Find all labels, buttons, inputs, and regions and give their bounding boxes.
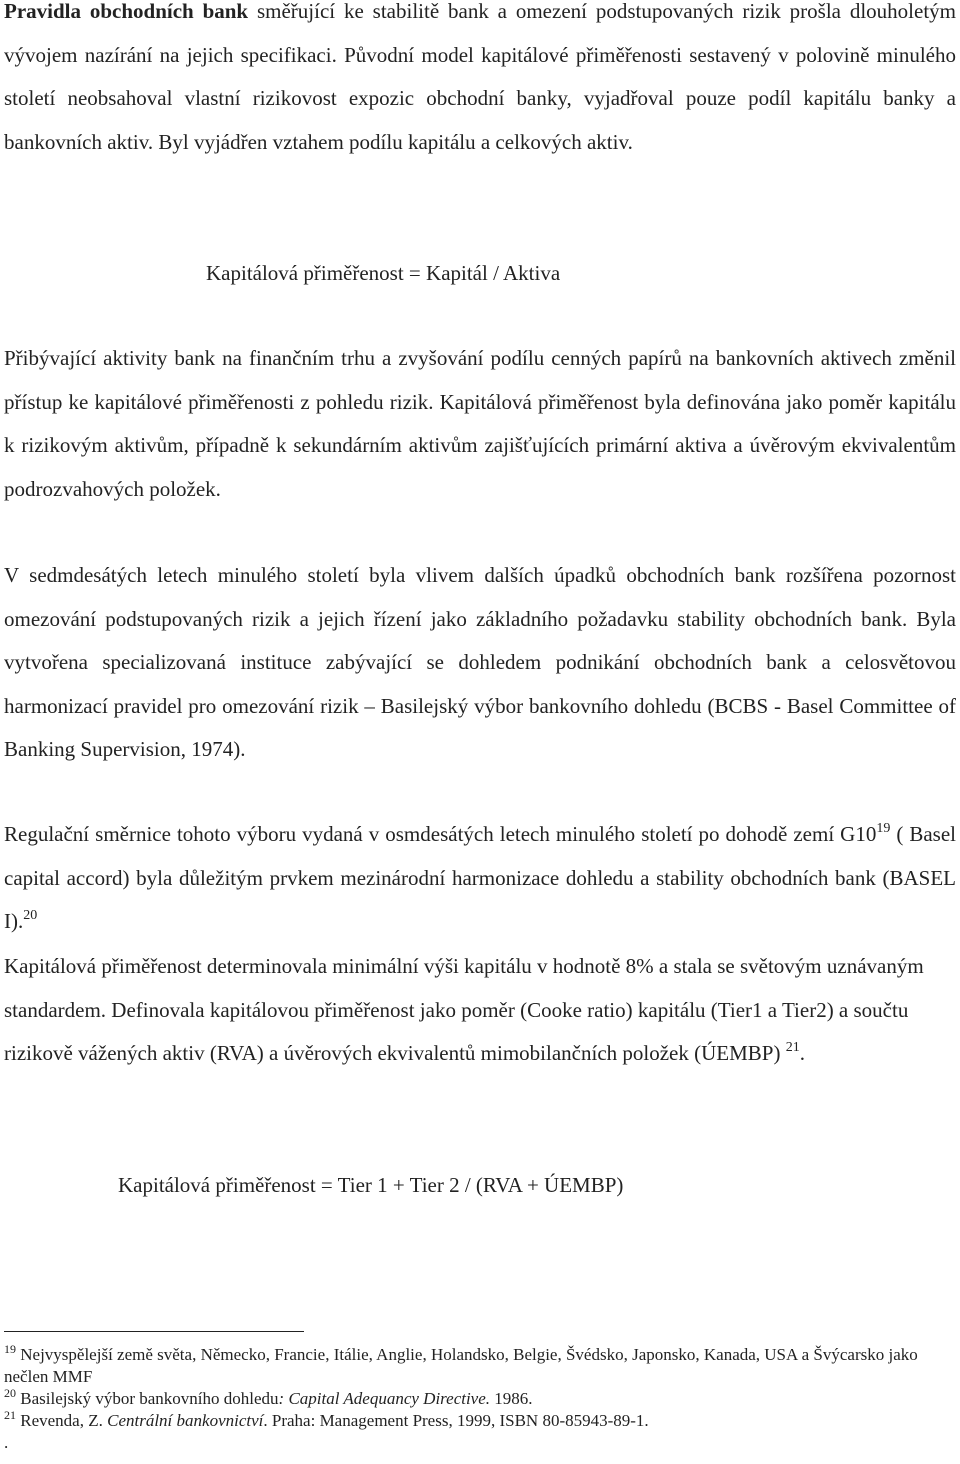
footnotes <box>4 1344 956 1454</box>
paragraph-text: Regulační směrnice tohoto výboru vydaná v osmdesátých letech minulého století po dohodě zemí G10 <box>4 822 877 846</box>
footnote-title: : Capital Adequancy Directive. <box>278 1389 491 1408</box>
paragraph-text: Kapitálová přiměřenost determinovala minimální výši kapitálu v hodnotě 8% a stala se světovým uznávaným standardem. Definovala kapitálovou přiměřenost jako poměr (Cooke ratio) kapitálu (Tier1 a Tier2) a součtu rizikově vážených aktiv (RVA) a úvěrových ekvivalentů mimobilančních položek (ÚEMBP) <box>4 954 924 1065</box>
trailing-dot: . <box>4 1433 9 1452</box>
footnote-text: Revenda, Z. <box>20 1411 108 1430</box>
footnote-ref-20[interactable]: 20 <box>23 908 38 923</box>
paragraph-text: směřující ke stabilitě bank a omezení podstupovaných rizik prošla dlouholetým vývojem nazírání na jejich specifikaci. Původní model kapitálové přiměřenosti sestavený v polovině minulého století neobsahoval vlastní rizikovost expozic obchodní banky, vyjadřoval pouze podíl kapitálu banky a bankovních aktiv. Byl vyjádřen vztahem podílu kapitálu a celkových aktiv. <box>4 0 957 154</box>
footnote-number: 19 <box>4 1342 16 1356</box>
footnote-21 <box>4 1410 956 1432</box>
formula-capital-ratio-tier: Kapitálová přiměřenost = Tier 1 + Tier 2 / (RVA + ÚEMBP) <box>118 1173 624 1197</box>
paragraph-bcbs: V sedmdesátých letech minulého století byla vlivem dalších úpadků obchodních bank rozšířena pozornost omezování podstupovaných rizik a jejich řízení jako základního požadavku stability obchodních bank. Byla vytvořena specializovaná instituce zabývající se dohledem podnikání obchodních bank a celosvětovou harmonizací pravidel pro omezování rizik – Basilejský výbor bankovního dohledu (BCBS - Basel Committee of Banking Supervision, 1974). <box>4 563 956 761</box>
footnote-20 <box>4 1388 956 1410</box>
footnote-tail: 1986. <box>490 1389 533 1408</box>
paragraph-text: ( Basel capital accord) byla důležitým prvkem mezinárodní harmonizace dohledu a stability obchodních bank (BASEL I). <box>4 822 956 933</box>
footnote-title: Centrální bankovnictví <box>107 1411 264 1430</box>
paragraph-risk-assets: Přibývající aktivity bank na finančním trhu a zvyšování podílu cenných papírů na bankovních aktivech změnil přístup ke kapitálové přiměřenosti z pohledu rizik. Kapitálová přiměřenost byla definována jako poměr kapitálu k rizikovým aktivům, případně k sekundárním aktivům zajišťujících primární aktiva a úvěrovým ekvivalentům podrozvahových položek. <box>4 346 956 501</box>
footnote-separator <box>4 1331 304 1332</box>
footnote-text: Nejvyspělejší země světa, Německo, Francie, Itálie, Anglie, Holandsko, Belgie, Švédsko, Japonsko, Kanada, USA a Švýcarsko jako nečlen MMF <box>4 1345 918 1386</box>
footnote-ref-21[interactable]: 21 <box>785 1040 800 1055</box>
paragraph-intro <box>4 0 956 164</box>
footnote-tail: . Praha: Management Press, 1999, ISBN 80-85943-89-1. <box>263 1411 649 1430</box>
bold-heading-phrase: Pravidla obchodních bank <box>4 0 249 23</box>
formula-capital-ratio-basic: Kapitálová přiměřenost = Kapitál / Aktiva <box>206 261 561 285</box>
footnote-ref-19[interactable]: 19 <box>876 821 891 836</box>
footnote-number: 21 <box>4 1408 16 1422</box>
footnote-text: Basilejský výbor bankovního dohledu <box>20 1389 279 1408</box>
footnote-number: 20 <box>4 1386 16 1400</box>
paragraph-basel-i <box>4 813 956 944</box>
paragraph-cooke-ratio <box>4 945 956 1076</box>
footnote-19 <box>4 1344 956 1388</box>
paragraph-end: . <box>799 1041 805 1065</box>
